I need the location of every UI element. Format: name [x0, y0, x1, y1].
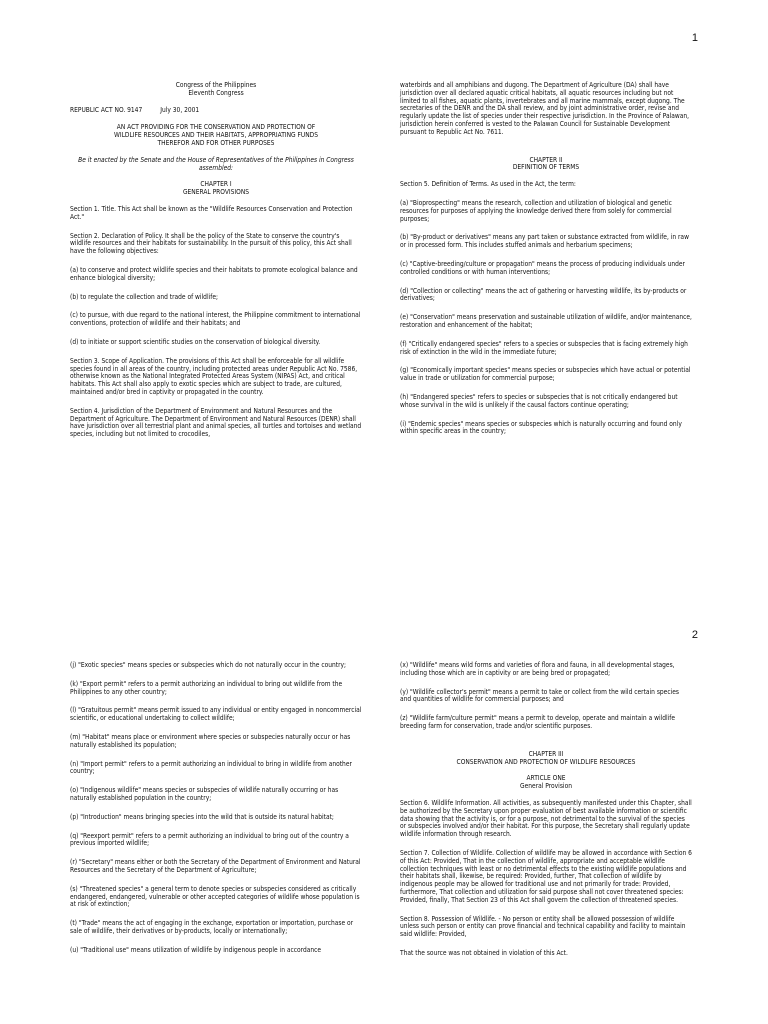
- section-paragraph: waterbirds and all amphibians and dugong. The Department of Agriculture (DA) shall have jurisdiction over all declared aquatic critical habitats, all aquatic resources including but not limited to all fishes, aquatic plants, invertebrates and all marine mammals, except dugong. The secretaries of the DENR and the DA shall review, and by joint administrative order, revise and regularly update the list of species under their respective jurisdiction. In the Province of Palawan, jurisdiction herein conferred is vested to the Palawan Council for Sustainable Development pursuant to Republic Act No. 7611.: [400, 81, 690, 136]
- definition-paragraph: (k) "Export permit" refers to a permit authorizing an individual to bring out wildlife from the Philippines to any other country;: [70, 679, 343, 696]
- congress-session: Eleventh Congress: [188, 88, 244, 97]
- definition-paragraph: (q) "Reexport permit" refers to a permit authorizing an individual to bring out of the country a previous imported wildlife;: [70, 831, 349, 848]
- definition-paragraph: (o) "Indigenous wildlife" means species or subspecies of wildlife naturally occurring or has naturally established population in the country;: [70, 786, 339, 802]
- definition-paragraph: (d) "Collection or collecting" means the act of gathering or harvesting wildlife, its by-products or derivatives;: [400, 286, 687, 303]
- section-paragraph: Section 4. Jurisdiction of the Department of Environment and Natural Resources and the Department of Agriculture. The Department of Environment and Natural Resources (DENR) shall have jurisdiction over all terrestrial plant and animal species, all turtles and tortoises and wetland species, including but not limited to crocodiles,: [70, 406, 362, 439]
- act-title-line: WILDLIFE RESOURCES AND THEIR HABITATS, APPROPRIATING FUNDS: [113, 131, 319, 140]
- section-paragraph: Section 7. Collection of Wildlife. Collection of wildlife may be allowed in accordance with Section 6 of this Act: Provided, That in the collection of wildlife, appropriate and acceptable wildlife collection techniques with least or no detrimental effects to the existing wildlife populations and their habitats shall, likewise, be required: Provided, further, That collection of wildlife by indigenous people may be allowed for traditional use and not primarily for trade: Provided, furthermore, That collection and utilization for said purpose shall not cover threatened species: Provided, finally, That Section 23 of this Act shall govern the collection of threatened species.: [400, 848, 692, 904]
- chapter-title: CONSERVATION AND PROTECTION OF WILDLIFE RESOURCES: [456, 757, 636, 766]
- definition-paragraph: Section 5. Definition of Terms. As used in the Act, the term:: [400, 180, 576, 189]
- section-paragraph: Section 6. Wildlife Information. All activities, as subsequently manifested under this Chapter, shall be authorized by the Secretary upon proper evaluation of best available information or scientific data showing that the activity is, or for a purpose, not detrimental to the survival of the species or subspecies involved and/or their habitat. For this purpose, the Secretary shall regularly update wildlife information through research.: [400, 798, 692, 839]
- definition-paragraph: (h) "Endangered species" refers to species or subspecies that is not critically endangered but whose survival in the wild is unlikely if the causal factors continue operating;: [400, 392, 678, 409]
- chapter-heading: CHAPTER II: [529, 155, 563, 164]
- definition-paragraph: (n) "Import permit" refers to a permit authorizing an individual to bring in wildlife from another country;: [70, 759, 352, 776]
- page-number: 1: [691, 32, 698, 44]
- definition-paragraph: (p) "Introduction" means bringing species into the wild that is outside its natural habitat;: [70, 812, 334, 821]
- definition-paragraph: (b) "By-product or derivatives" means any part taken or substance extracted from wildlife, in raw or in processed form. This includes stuffed animals and herbarium specimens;: [400, 233, 689, 250]
- enacting-clause: Be it enacted by the Senate and the House of Representatives of the Philippines in Congress assembled:: [78, 155, 354, 172]
- section-paragraph: (d) to initiate or support scientific studies on the conservation of biological diversity.: [70, 337, 321, 346]
- chapter-heading: CHAPTER III: [528, 749, 564, 758]
- chapter-title: GENERAL PROVISIONS: [182, 188, 250, 197]
- definition-paragraph: (y) "Wildlife collector's permit" means a permit to take or collect from the wild certain species and quantities of wildlife for commercial purposes; and: [400, 687, 679, 704]
- definition-paragraph: (t) "Trade" means the act of engaging in the exchange, exportation or importation, purchase or sale of wildlife, their derivatives or by-products, locally or internationally;: [70, 919, 354, 935]
- definition-paragraph: (m) "Habitat" means place or environment where species or subspecies naturally occur or has naturally established its population;: [70, 732, 351, 749]
- left-column: [70, 82, 362, 450]
- definition-paragraph: (e) "Conservation" means preservation and sustainable utilization of wildlife, and/or maintenance, restoration and enhancement of the habitat;: [400, 313, 692, 329]
- definition-paragraph: (z) "Wildlife farm/culture permit" means a permit to develop, operate and maintain a wildlife breeding farm for conservation, trade and/or scientific purposes.: [400, 714, 676, 730]
- chapter-title: DEFINITION OF TERMS: [512, 163, 580, 172]
- left-column: [70, 662, 362, 966]
- page-number: 2: [691, 629, 698, 641]
- section-paragraph: That the source was not obtained in violation of this Act.: [400, 948, 568, 957]
- congress-name: Congress of the Philippines: [175, 81, 257, 89]
- act-title-line: THEREFOR AND FOR OTHER PURPOSES: [157, 138, 275, 147]
- definition-paragraph: (c) "Captive-breeding/culture or propagation" means the process of producing individuals under controlled conditions or with human interventions;: [400, 259, 685, 276]
- chapter-heading: CHAPTER I: [200, 180, 232, 189]
- ra-number: REPUBLIC ACT NO. 9147: [70, 105, 143, 114]
- definition-paragraph: (f) "Critically endangered species" refers to a species or subspecies that is facing extremely high risk of extinction in the wild in the immediate future;: [400, 339, 688, 356]
- article-heading: ARTICLE ONE: [526, 774, 566, 783]
- definition-paragraph: (j) "Exotic species" means species or subspecies which do not naturally occur in the country;: [70, 661, 347, 669]
- right-column: [400, 82, 692, 447]
- definition-paragraph: (g) "Economically important species" means species or subspecies which have actual or potential value in trade or utilization for commercial purpose;: [400, 366, 691, 383]
- section-paragraph: Section 2. Declaration of Policy. It shall be the policy of the State to conserve the country's wildlife resources and their habitats for sustainability. In the pursuit of this policy, this Act shall have the following objectives:: [70, 231, 352, 256]
- definition-paragraph: (u) "Traditional use" means utilization of wildlife by indigenous people in accordance: [70, 945, 322, 954]
- definition-paragraph: (a) "Bioprospecting" means the research, collection and utilization of biological and genetic resources for purposes of applying the knowledge derived there from solely for commercial purposes;: [400, 198, 672, 223]
- definition-paragraph: (l) "Gratuitous permit" means permit issued to any individual or entity engaged in noncommercial scientific, or educational undertaking to collect wildlife;: [70, 706, 362, 723]
- page-2: [0, 615, 768, 1024]
- right-column: [400, 662, 692, 969]
- definition-paragraph: (r) "Secretary" means either or both the Secretary of the Department of Environment and Natural Resources and the Secretary of the Department of Agriculture;: [70, 858, 361, 874]
- definition-paragraph: (s) "Threatened species" a general term to denote species or subspecies considered as critically endangered, endangered, vulnerable or other accepted categories of wildlife whose population is at risk of extinction;: [70, 884, 360, 909]
- section-paragraph: (a) to conserve and protect wildlife species and their habitats to promote ecological balance and enhance biological diversity;: [70, 265, 358, 282]
- section-paragraph: (b) to regulate the collection and trade of wildlife;: [70, 292, 218, 301]
- ra-date: July 30, 2001: [160, 105, 200, 114]
- section-paragraph: Section 8. Possession of Wildlife. - No person or entity shall be allowed possession of wildlife unless such person or entity can prove financial and technical capability and facility to maintain said wildlife: Provided,: [400, 914, 686, 939]
- section-paragraph: (c) to pursue, with due regard to the national interest, the Philippine commitment to international conventions, protection of wildlife and their habitats; and: [70, 311, 361, 328]
- section-paragraph: Section 3. Scope of Application. The provisions of this Act shall be enforceable for all wildlife species found in all areas of the country, including protected areas under Republic Act No. 7586, otherwise known as the National Integrated Protected Areas System (NIPAS) Act, and critical habitats. This Act shall also apply to exotic species which are subject to trade, are cultured, maintained and/or bred in captivity or propagated in the country.: [70, 356, 358, 396]
- definition-paragraph: (x) "Wildlife" means wild forms and varieties of flora and fauna, in all developmental stages, including those which are in captivity or are being bred or propagated;: [400, 661, 675, 677]
- definition-paragraph: (i) "Endemic species" means species or subspecies which is naturally occurring and found only within specific areas in the country;: [400, 419, 682, 436]
- act-title-line: AN ACT PROVIDING FOR THE CONSERVATION AND PROTECTION OF: [116, 123, 316, 132]
- section-paragraph: Section 1. Title. This Act shall be known as the "Wildlife Resources Conservation and Protection Act.": [70, 204, 353, 221]
- article-title: General Provision: [520, 782, 572, 791]
- ra-line: [70, 107, 362, 115]
